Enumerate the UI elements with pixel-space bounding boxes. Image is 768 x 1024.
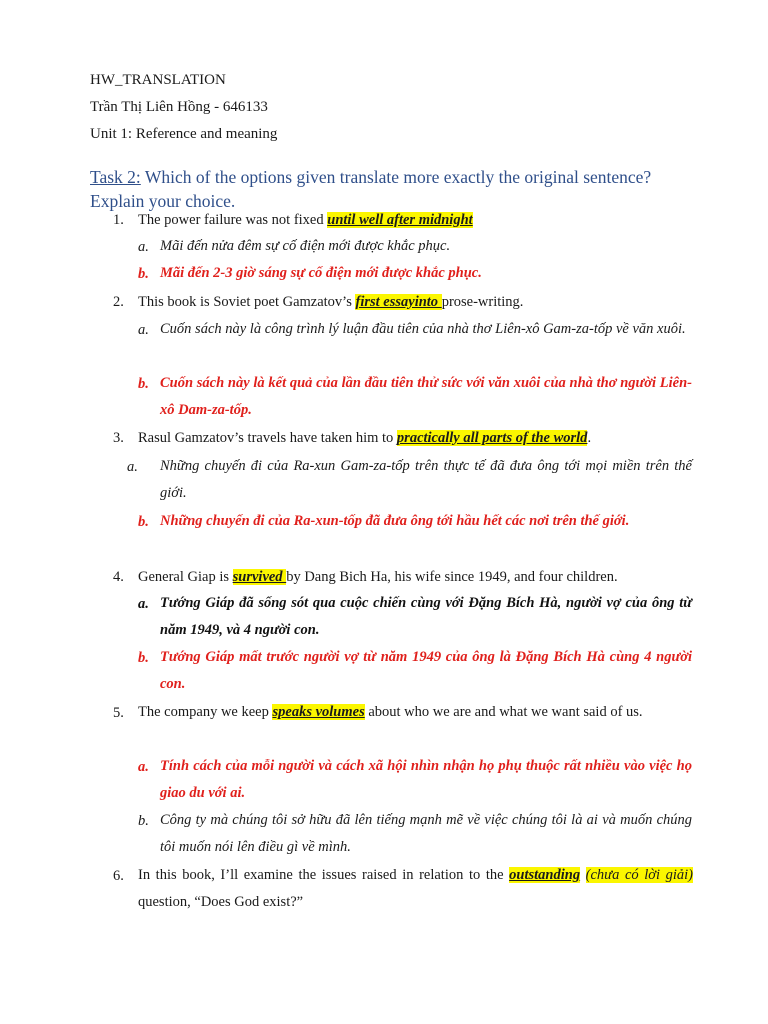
highlighted-phrase: speaks volumes [272,704,365,720]
option-letter: b. [138,266,149,282]
option-b: Cuốn sách này là kết quả của lần đầu tiên thử sức với văn xuôi của nhà thơ người Liên-xô Dam-za-tốp. [160,375,692,418]
item-number: 4. [113,569,124,585]
option-a: Cuốn sách này là công trình lý luận đầu tiên của nhà thơ Liên-xô Gam-za-tốp về văn xuôi. [160,321,686,337]
option-letter: b. [138,650,149,666]
option-a: Tướng Giáp đã sống sót qua cuộc chiến cùng với Đặng Bích Hà, người vợ của ông từ năm 1949, và 4 người con. [160,595,692,638]
option-b: Công ty mà chúng tôi sở hữu đã lên tiếng mạnh mẽ về việc chúng tôi là ai và muốn chúng tôi muốn nói lên điều gì về mình. [160,812,692,855]
task-text: Which of the options given translate more exactly the original sentence? Explain your choice. [90,167,652,211]
item-number: 2. [113,294,124,310]
item-question: The company we keep speaks volumes about who we are and what we want said of us. [138,704,643,720]
option-a: Mãi đến nửa đêm sự cố điện mới được khắc phục. [160,238,451,254]
item-question: In this book, I’ll examine the issues raised in relation to the outstanding (chưa có lời giải) question, “Does God exist?” [138,867,693,910]
option-letter: b. [138,376,149,392]
item-question: Rasul Gamzatov’s travels have taken him to practically all parts of the world. [138,430,592,446]
option-b: Mãi đến 2-3 giờ sáng sự cố điện mới được khắc phục. [160,265,482,281]
student-name: Trần Thị Liên Hồng - 646133 [90,99,268,115]
item-question: General Giap is survived by Dang Bich Ha, his wife since 1949, and four children. [138,569,618,585]
highlighted-phrase: outstanding [509,867,581,883]
doc-title: HW_TRANSLATION [90,72,226,88]
item-question: The power failure was not fixed until well after midnight [138,212,473,228]
task-heading [90,165,690,213]
task-label: Task 2: [90,167,141,187]
item-number: 1. [113,212,124,228]
option-letter: a. [127,459,138,475]
option-letter: b. [138,813,149,829]
item-number: 6. [113,868,124,884]
item-number: 3. [113,430,124,446]
item-number: 5. [113,705,124,721]
option-letter: a. [138,596,149,612]
option-b: Tướng Giáp mất trước người vợ từ năm 1949 của ông là Đặng Bích Hà cùng 4 người con. [160,649,692,692]
option-letter: a. [138,239,149,255]
option-letter: a. [138,759,149,775]
unit-title: Unit 1: Reference and meaning [90,126,278,142]
option-b: Những chuyến đi của Ra-xun-tốp đã đưa ông tới hầu hết các nơi trên thế giới. [160,513,630,529]
highlighted-gloss: (chưa có lời giải) [585,867,693,883]
highlighted-phrase: survived [232,569,287,585]
highlighted-phrase: first essayinto [355,294,442,310]
option-a: Tính cách của mỗi người và cách xã hội nhìn nhận họ phụ thuộc rất nhiều vào việc họ giao du với ai. [160,758,692,801]
option-letter: a. [138,322,149,338]
item-question: This book is Soviet poet Gamzatov’s first essayinto prose-writing. [138,294,524,310]
highlighted-phrase: practically all parts of the world [396,430,588,446]
option-letter: b. [138,514,149,530]
option-a: Những chuyến đi của Ra-xun Gam-za-tốp trên thực tế đã đưa ông tới mọi miền trên thế giới. [160,458,692,501]
highlighted-phrase: until well after midnight [327,212,473,228]
